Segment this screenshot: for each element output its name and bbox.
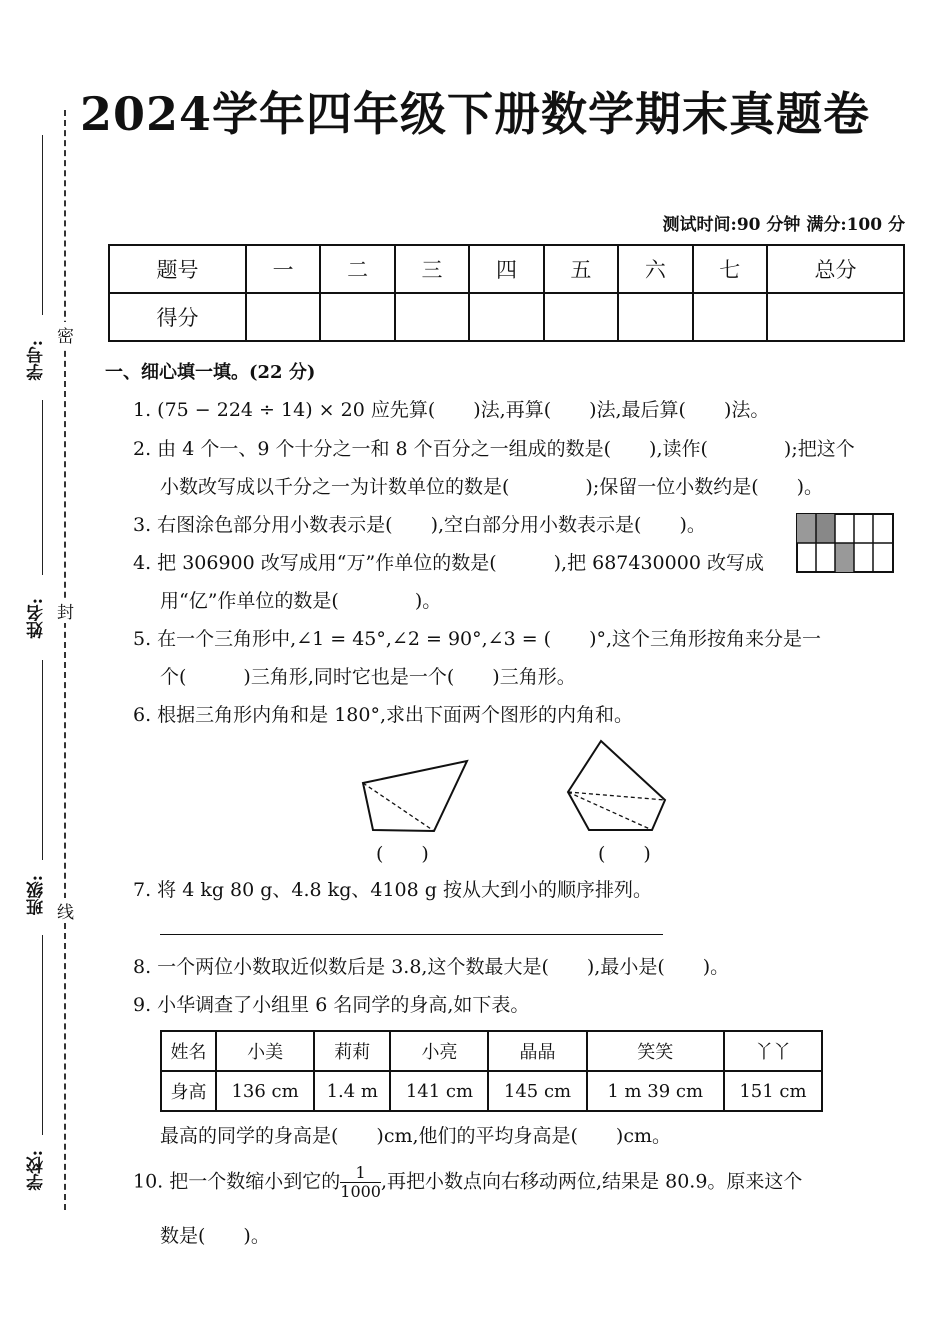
question-1: 1. (75 − 224 ÷ 14) × 20 应先算( )法,再算( )法,最后算( )法。 (133, 399, 770, 421)
score-cell[interactable] (246, 293, 320, 341)
test-info: 测试时间:90 分钟 满分:100 分 (662, 215, 905, 235)
section-heading: 一、细心填一填。(22 分) (105, 362, 316, 383)
fraction (340, 1164, 381, 1201)
score-cell[interactable] (395, 293, 469, 341)
height-header-cell: 小亮 (390, 1031, 488, 1071)
seal-mi: 密 (57, 322, 74, 347)
student-no-underline (42, 135, 43, 315)
height-header-cell: 晶晶 (488, 1031, 586, 1071)
name-underline (42, 400, 43, 575)
question-7-answer-line[interactable] (160, 934, 663, 935)
decimal-grid-figure (796, 513, 894, 573)
question-7: 7. 将 4 kg 80 g、4.8 kg、4108 g 按从大到小的顺序排列。 (133, 879, 652, 901)
score-header-cell: 二 (320, 245, 394, 293)
score-header-cell: 四 (469, 245, 543, 293)
score-header-cell: 总分 (767, 245, 904, 293)
name-label: 姓名: (27, 598, 47, 639)
score-header-row (109, 245, 904, 293)
height-header-cell: 小美 (216, 1031, 314, 1071)
quadrilateral-diagonal (363, 783, 434, 831)
question-2-line-2: 小数改写成以千分之一为计数单位的数是( );保留一位小数约是( )。 (160, 476, 824, 498)
score-header-cell: 三 (395, 245, 469, 293)
pentagon-outline (568, 741, 665, 830)
question-2-line-1: 2. 由 4 个一、9 个十分之一和 8 个百分之一组成的数是( ),读作( );把这个 (133, 438, 855, 460)
height-header-cell: 姓名 (161, 1031, 216, 1071)
height-header-cell: 丫丫 (724, 1031, 822, 1071)
question-4-line-2: 用“亿”作单位的数是( )。 (160, 590, 442, 612)
pentagon-figure (564, 738, 668, 834)
height-header-cell: 莉莉 (314, 1031, 390, 1071)
height-value-cell: 151 cm (724, 1071, 822, 1111)
height-row-label: 身高 (161, 1071, 216, 1111)
score-row-label: 得分 (109, 293, 246, 341)
student-no-label: 学号: (27, 340, 47, 381)
score-header-cell: 七 (693, 245, 767, 293)
height-header-row (161, 1031, 822, 1071)
question-10-line-1 (133, 1164, 802, 1201)
score-header-cell: 题号 (109, 245, 246, 293)
height-value-cell: 1.4 m (314, 1071, 390, 1111)
question-10-line-2: 数是( )。 (160, 1225, 270, 1247)
question-10-text-b: ,再把小数点向右移动两位,结果是 80.9。原来这个 (380, 1170, 803, 1193)
grid-shaded-cell (797, 514, 816, 543)
quadrilateral-outline (363, 761, 467, 831)
class-underline (42, 660, 43, 860)
question-10-text-a: 10. 把一个数缩小到它的 (133, 1170, 341, 1193)
fraction-denominator: 1000 (340, 1182, 381, 1201)
height-value-cell: 145 cm (488, 1071, 586, 1111)
height-value-row (161, 1071, 822, 1111)
question-4-line-1: 4. 把 306900 改写成用“万”作单位的数是( ),把 687430000 改写成 (133, 552, 764, 574)
quadrilateral-figure (360, 758, 472, 834)
score-cell[interactable] (618, 293, 692, 341)
page-title: 2024学年四年级下册数学期末真题卷 (79, 87, 871, 141)
score-header-cell: 一 (246, 245, 320, 293)
question-6: 6. 根据三角形内角和是 180°,求出下面两个图形的内角和。 (133, 704, 634, 726)
height-value-cell: 136 cm (216, 1071, 314, 1111)
score-row (109, 293, 904, 341)
class-label: 班级: (27, 875, 47, 916)
seal-xian: 线 (57, 898, 74, 923)
height-value-cell: 141 cm (390, 1071, 488, 1111)
school-label: 学校: (27, 1150, 47, 1191)
seal-feng: 封 (57, 598, 74, 623)
question-5-line-1: 5. 在一个三角形中,∠1 = 45°,∠2 = 90°,∠3 = ( )°,这个三角形按角来分是一 (133, 628, 822, 650)
height-table (160, 1030, 823, 1112)
score-header-cell: 六 (618, 245, 692, 293)
question-8: 8. 一个两位小数取近似数后是 3.8,这个数最大是( ),最小是( )。 (133, 956, 730, 978)
score-header-cell: 五 (544, 245, 618, 293)
question-9-tail: 最高的同学的身高是( )cm,他们的平均身高是( )cm。 (160, 1125, 672, 1147)
score-table (108, 244, 905, 342)
score-cell[interactable] (469, 293, 543, 341)
score-cell[interactable] (693, 293, 767, 341)
grid-shaded-cell (835, 543, 854, 572)
fraction-numerator: 1 (340, 1164, 381, 1183)
score-cell[interactable] (767, 293, 904, 341)
question-3: 3. 右图涂色部分用小数表示是( ),空白部分用小数表示是( )。 (133, 514, 706, 536)
height-header-cell: 笑笑 (587, 1031, 724, 1071)
quadrilateral-answer-blank[interactable]: ( ) (376, 843, 429, 865)
score-cell[interactable] (544, 293, 618, 341)
binding-dashed-line (64, 110, 66, 1210)
grid-shaded-cell (816, 514, 835, 543)
score-cell[interactable] (320, 293, 394, 341)
pentagon-answer-blank[interactable]: ( ) (598, 843, 651, 865)
question-9: 9. 小华调查了小组里 6 名同学的身高,如下表。 (133, 994, 530, 1016)
question-5-line-2: 个( )三角形,同时它也是一个( )三角形。 (160, 666, 576, 688)
height-value-cell: 1 m 39 cm (587, 1071, 724, 1111)
school-underline (42, 935, 43, 1135)
